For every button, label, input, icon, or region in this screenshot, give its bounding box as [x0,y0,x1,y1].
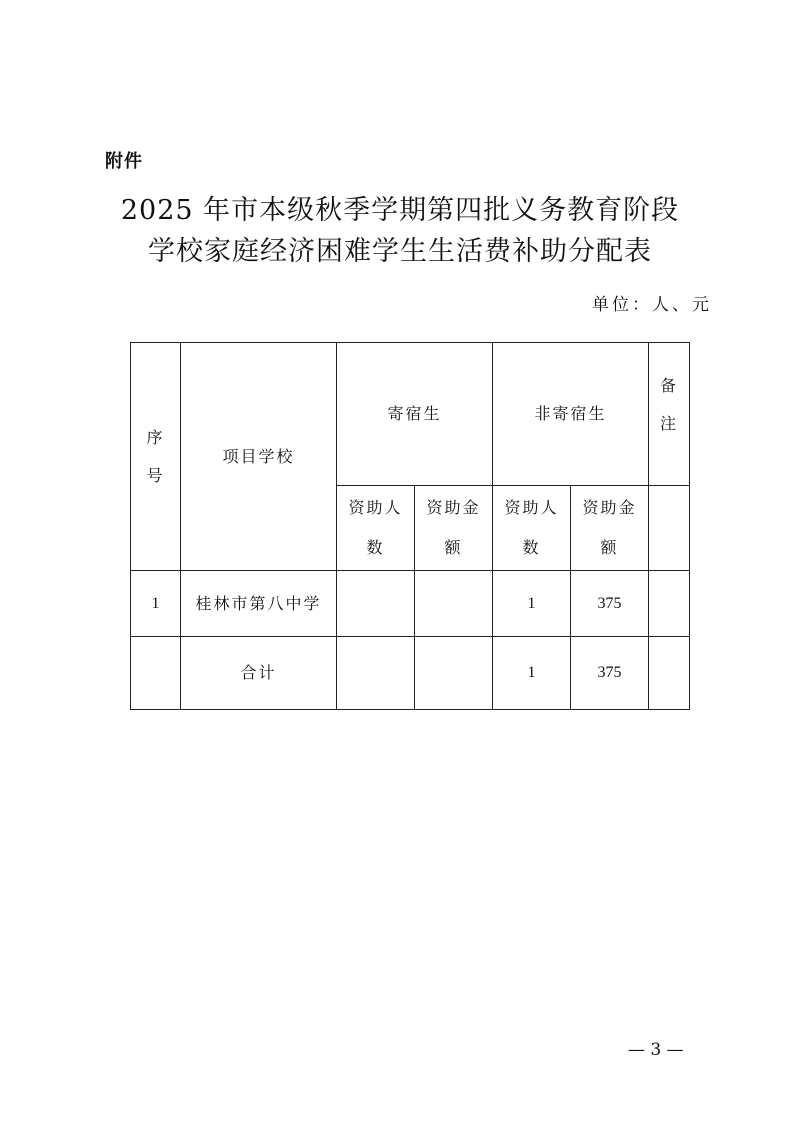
row-school: 桂林市第八中学 [181,571,337,637]
allocation-table [130,342,690,710]
total-index [131,637,181,710]
header-boarding-amount-cell [415,486,493,571]
document-title-line-1: 2025 年市本级秋季学期第四批义务教育阶段 [120,195,680,226]
row-nonboarding-count: 1 [493,571,571,637]
attachment-label: 附件 [105,151,143,172]
row-nonboarding-amount: 375 [571,571,649,637]
unit-label: 单位：人、元 [592,295,712,315]
header-nonboarding: 非寄宿生 [493,343,649,486]
header-boarding: 寄宿生 [337,343,493,486]
total-row [131,637,690,710]
total-boarding-amount [415,637,493,710]
total-boarding-count [337,637,415,710]
header-nonboarding-count-cell [493,486,571,571]
total-label: 合计 [181,637,337,710]
header-nonboarding-amount-cell [571,486,649,571]
header-remark: 备注 [659,376,678,433]
header-boarding-amount: 资助金额 [426,498,481,557]
table-row [131,571,690,637]
header-boarding-count-cell [337,486,415,571]
row-boarding-amount [415,571,493,637]
header-remark-cell [649,343,690,486]
header-index-cell [131,343,181,571]
total-nonboarding-count: 1 [493,637,571,710]
row-index: 1 [131,571,181,637]
page-number: — 3 — [628,1040,684,1060]
header-nonboarding-count: 资助人数 [504,498,559,557]
row-remark [649,571,690,637]
header-nonboarding-amount: 资助金额 [582,498,637,557]
document-title-line-2: 学校家庭经济困难学生生活费补助分配表 [148,236,652,267]
total-remark [649,637,690,710]
header-school: 项目学校 [181,343,337,571]
total-nonboarding-amount: 375 [571,637,649,710]
header-remark-empty [649,486,690,571]
row-boarding-count [337,571,415,637]
header-boarding-count: 资助人数 [348,498,403,557]
header-index: 序号 [146,427,165,485]
